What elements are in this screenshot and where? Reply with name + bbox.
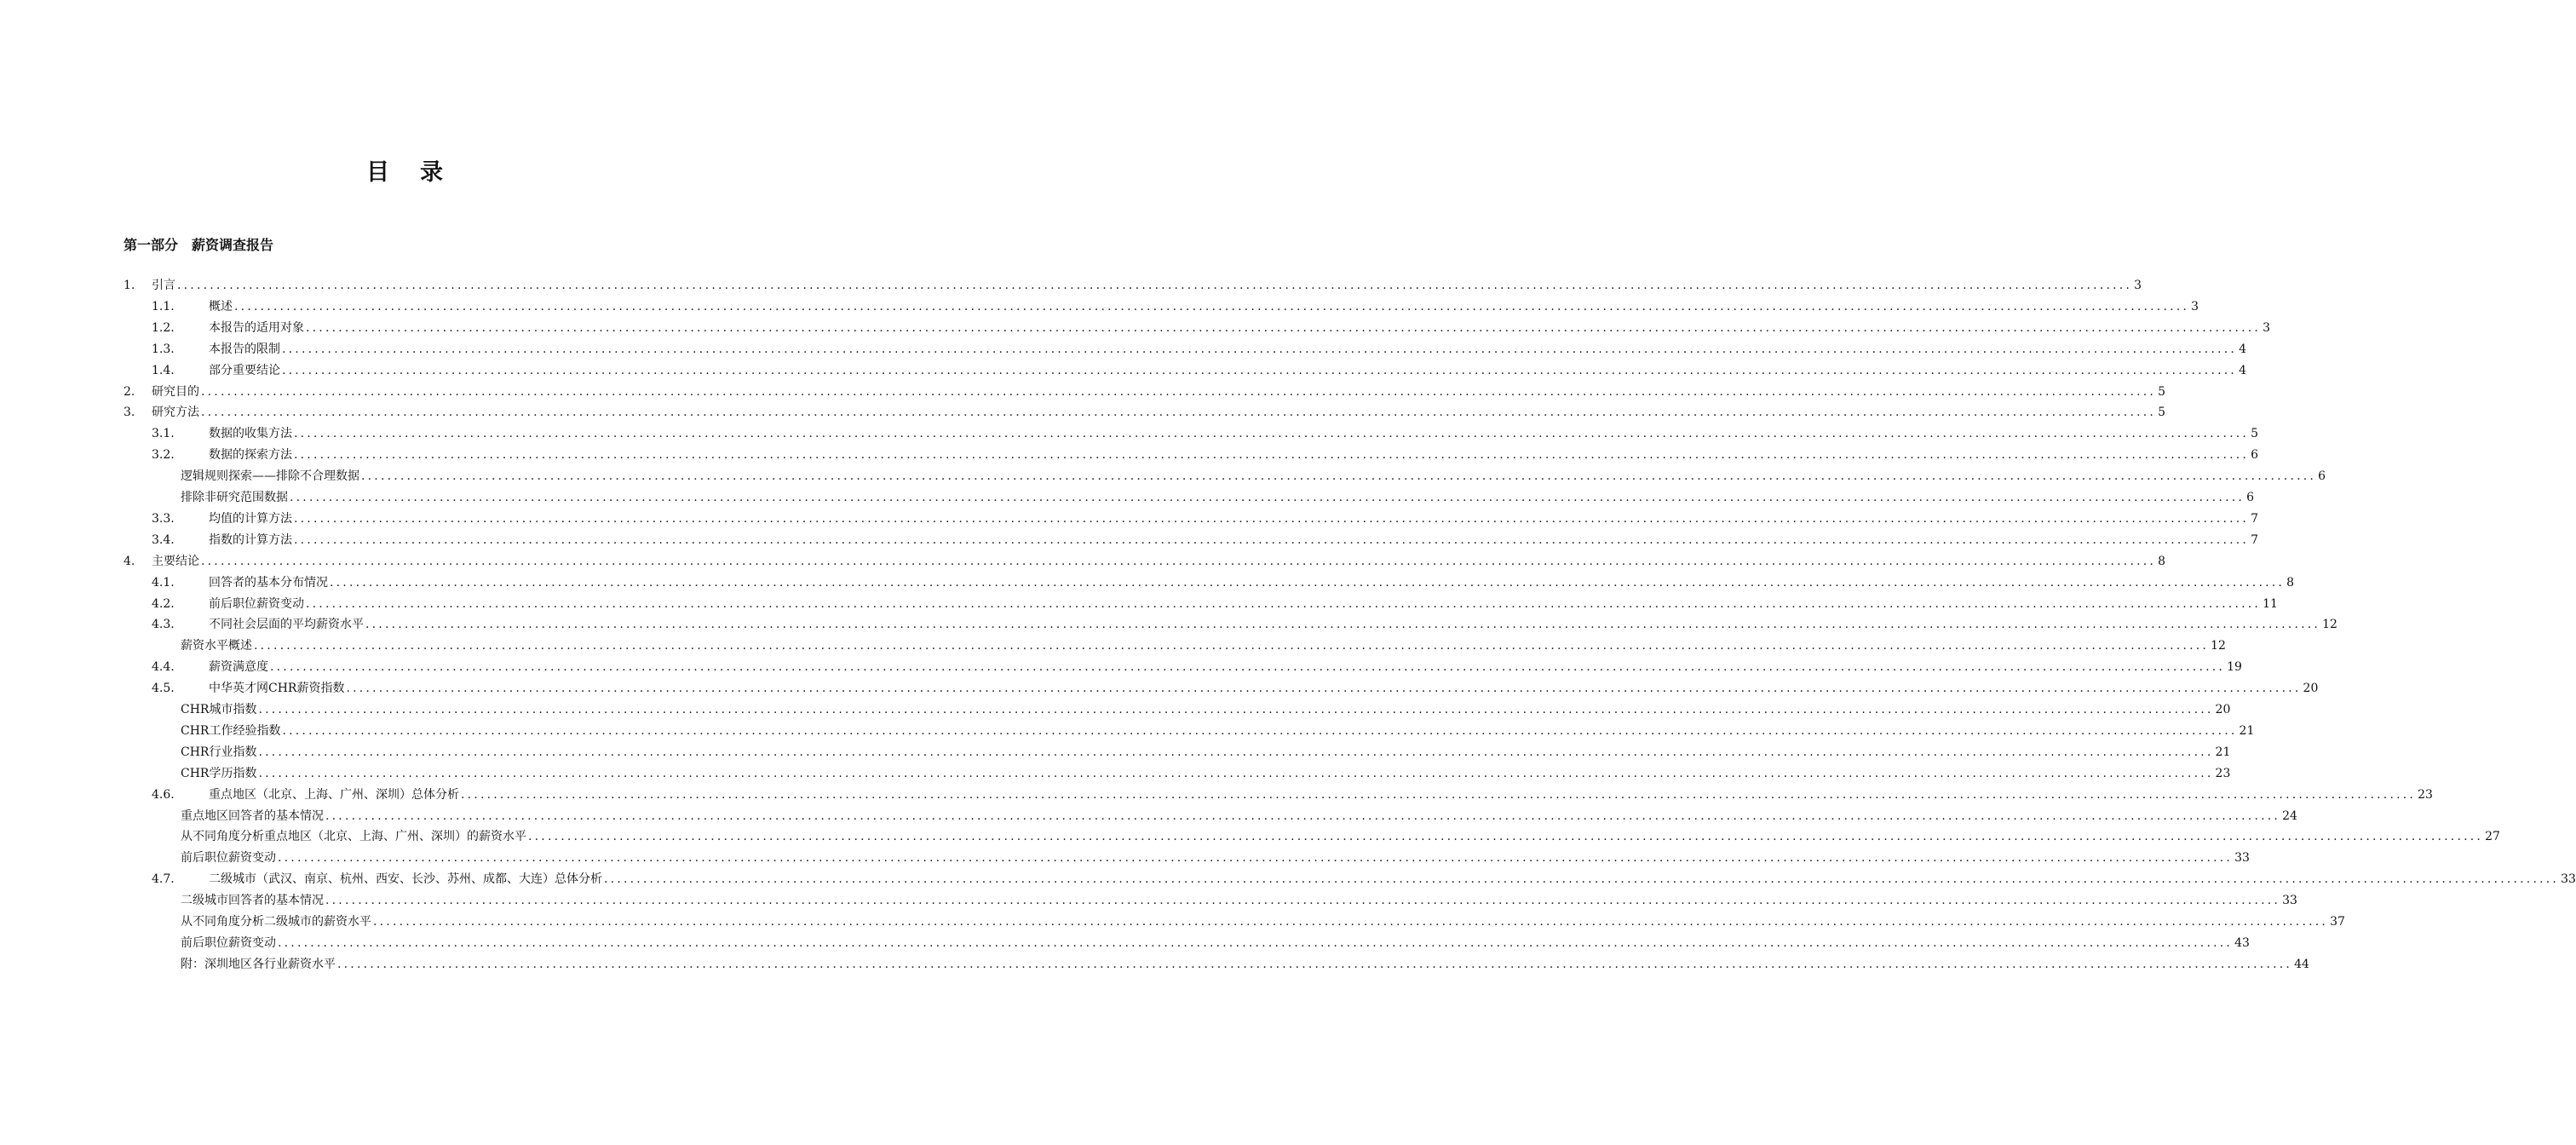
toc-entry-number: 4.5. <box>152 682 175 695</box>
toc-entry[interactable] <box>0 531 2258 549</box>
toc-entry-text: 重点地区（北京、上海、广州、深圳）总体分析 <box>209 788 459 802</box>
toc-entry-text: 附：深圳地区各行业薪资水平 <box>181 958 336 971</box>
toc-entry[interactable] <box>0 383 2165 401</box>
toc-entry-page: 5 <box>2251 427 2258 440</box>
toc-leader-dots: ............................................................................................................................................................................................................................................................................................................ <box>282 364 2238 377</box>
toc-entry-text: 前后职位薪资变动 <box>181 936 276 950</box>
toc-entry-text: 回答者的基本分布情况 <box>209 576 328 590</box>
toc-entry-page: 5 <box>2158 406 2165 419</box>
toc-entry-number: 3.1. <box>152 427 175 440</box>
toc-leader-dots: ............................................................................................................................................................................................................................................................................................................ <box>325 894 2281 907</box>
toc-entry-page: 6 <box>2246 491 2254 504</box>
toc-entry-page: 24 <box>2282 809 2297 823</box>
toc-leader-dots: ............................................................................................................................................................................................................................................................................................................ <box>373 915 2329 929</box>
toc-leader-dots: ............................................................................................................................................................................................................................................................................................................ <box>337 958 2293 971</box>
toc-entry-page: 20 <box>2303 682 2319 695</box>
part-heading <box>124 234 273 254</box>
toc-entry[interactable] <box>0 488 2254 507</box>
toc-leader-dots: ............................................................................................................................................................................................................................................................................................................ <box>258 745 2214 759</box>
toc-entry-page: 44 <box>2294 958 2309 971</box>
toc-entry-page: 8 <box>2286 576 2294 590</box>
toc-entry-text: 从不同角度分析二级城市的薪资水平 <box>181 915 371 929</box>
toc-entry-text: 从不同角度分析重点地区（北京、上海、广州、深圳）的薪资水平 <box>181 830 526 843</box>
toc-entry-text: 研究目的 <box>152 385 199 399</box>
toc-entry-text: 薪资满意度 <box>209 660 268 674</box>
toc-entry-page: 7 <box>2251 512 2258 526</box>
toc-leader-dots: ............................................................................................................................................................................................................................................................................................................ <box>294 512 2250 526</box>
toc-entry-page: 21 <box>2239 724 2255 738</box>
toc-entry-number: 3.4. <box>152 533 175 547</box>
toc-leader-dots: ............................................................................................................................................................................................................................................................................................................ <box>201 385 2157 399</box>
toc-entry-text: 本报告的限制 <box>209 342 280 356</box>
toc-entry-number: 4.7. <box>152 872 175 886</box>
toc-entry-text: 主要结论 <box>152 555 199 568</box>
toc-entry-page: 6 <box>2251 448 2258 462</box>
toc-leader-dots: ............................................................................................................................................................................................................................................................................................................ <box>201 406 2157 419</box>
toc-entry-text: 排除非研究范围数据 <box>181 491 288 504</box>
toc-leader-dots: ............................................................................................................................................................................................................................................................................................................ <box>270 660 2226 674</box>
toc-entry-number: 2. <box>124 385 135 399</box>
toc-entry[interactable] <box>0 807 2297 826</box>
toc-leader-dots: ............................................................................................................................................................................................................................................................................................................ <box>294 533 2250 547</box>
toc-title-char-1: 目 <box>366 159 389 186</box>
toc-leader-dots: ............................................................................................................................................................................................................................................................................................................ <box>365 618 2321 631</box>
toc-entry[interactable] <box>0 955 2309 974</box>
toc-entry-page: 3 <box>2134 279 2142 292</box>
toc-entry[interactable] <box>0 446 2258 464</box>
toc-entry[interactable] <box>0 870 2576 889</box>
toc-entry-number: 4.1. <box>152 576 175 590</box>
toc-entry[interactable] <box>0 743 2231 762</box>
toc-entry[interactable] <box>0 615 2337 634</box>
toc-entry-page: 20 <box>2215 703 2231 716</box>
toc-entry-text: 数据的收集方法 <box>209 427 292 440</box>
toc-entry[interactable] <box>0 827 2500 846</box>
toc-entry-text: CHR工作经验指数 <box>181 724 281 738</box>
toc-entry[interactable] <box>0 467 2326 486</box>
toc-entry-page: 4 <box>2239 342 2246 356</box>
toc-entry-number: 3.2. <box>152 448 175 462</box>
toc-entry-text: CHR城市指数 <box>181 703 257 716</box>
toc-entry-number: 4.4. <box>152 660 175 674</box>
toc-entry-page: 33 <box>2561 872 2576 886</box>
toc-entry-text: 重点地区回答者的基本情况 <box>181 809 324 823</box>
toc-leader-dots: ............................................................................................................................................................................................................................................................................................................ <box>528 830 2484 843</box>
toc-entry[interactable] <box>0 700 2231 719</box>
toc-entry-page: 21 <box>2215 745 2231 759</box>
toc-entry-page: 7 <box>2251 533 2258 547</box>
toc-entry[interactable] <box>0 849 2250 867</box>
toc-entry[interactable] <box>0 764 2231 783</box>
toc-leader-dots: ............................................................................................................................................................................................................................................................................................................ <box>234 300 2190 314</box>
toc-entry-page: 33 <box>2234 851 2250 865</box>
toc-entry-number: 1.3. <box>152 342 175 356</box>
toc-leader-dots: ............................................................................................................................................................................................................................................................................................................ <box>346 682 2302 695</box>
toc-entry[interactable] <box>0 785 2433 804</box>
toc-entry[interactable] <box>0 361 2246 380</box>
toc-entry-page: 3 <box>2263 321 2270 335</box>
toc-entry-number: 1. <box>124 279 135 292</box>
toc-entry-page: 33 <box>2282 894 2297 907</box>
toc-entry[interactable] <box>0 595 2278 613</box>
toc-leader-dots: ............................................................................................................................................................................................................................................................................................................ <box>306 597 2262 611</box>
toc-entry[interactable] <box>0 912 2345 931</box>
toc-entry-text: 前后职位薪资变动 <box>209 597 304 611</box>
toc-entry-text: 中华英才网CHR薪资指数 <box>209 682 345 695</box>
toc-entry-text: 前后职位薪资变动 <box>181 851 276 865</box>
toc-leader-dots: ............................................................................................................................................................................................................................................................................................................ <box>254 639 2210 653</box>
toc-entry-number: 4.2. <box>152 597 175 611</box>
toc-entry[interactable] <box>0 297 2199 316</box>
toc-entry[interactable] <box>0 636 2226 655</box>
toc-entry-text: CHR行业指数 <box>181 745 257 759</box>
toc-title-char-2: 录 <box>420 159 443 186</box>
toc-leader-dots: ............................................................................................................................................................................................................................................................................................................ <box>278 936 2234 950</box>
toc-entry-text: 本报告的适用对象 <box>209 321 304 335</box>
toc-entry-page: 23 <box>2418 788 2433 802</box>
toc-entry-page: 43 <box>2234 936 2250 950</box>
part-name: 薪资调查报告 <box>192 237 274 253</box>
toc-leader-dots: ............................................................................................................................................................................................................................................................................................................ <box>258 703 2214 716</box>
toc-entry-page: 11 <box>2263 597 2278 611</box>
toc-entry[interactable] <box>0 509 2258 528</box>
toc-entry-page: 27 <box>2485 830 2500 843</box>
toc-entry-text: 薪资水平概述 <box>181 639 252 653</box>
toc-entry[interactable] <box>0 276 2142 295</box>
toc-entry-text: 部分重要结论 <box>209 364 280 377</box>
toc-leader-dots: ............................................................................................................................................................................................................................................................................................................ <box>201 555 2157 568</box>
toc-entry-page: 8 <box>2158 555 2165 568</box>
toc-entry-number: 1.2. <box>152 321 175 335</box>
toc-entry[interactable] <box>0 658 2242 676</box>
toc-entry-text: 概述 <box>209 300 233 314</box>
toc-entry[interactable] <box>0 340 2246 359</box>
toc-entry[interactable] <box>0 722 2255 740</box>
toc-entry-number: 1.4. <box>152 364 175 377</box>
toc-entry[interactable] <box>0 319 2270 337</box>
toc-entry-number: 4. <box>124 555 135 568</box>
toc-entry-page: 12 <box>2322 618 2337 631</box>
toc-entry-text: 均值的计算方法 <box>209 512 292 526</box>
toc-leader-dots: ............................................................................................................................................................................................................................................................................................................ <box>258 767 2214 780</box>
toc-leader-dots: ............................................................................................................................................................................................................................................................................................................ <box>325 809 2281 823</box>
toc-entry-page: 5 <box>2158 385 2165 399</box>
toc-leader-dots: ............................................................................................................................................................................................................................................................................................................ <box>604 872 2560 886</box>
toc-entry-text: 数据的探索方法 <box>209 448 292 462</box>
toc-entry[interactable] <box>0 424 2258 443</box>
toc-entry-number: 3.3. <box>152 512 175 526</box>
toc-leader-dots: ............................................................................................................................................................................................................................................................................................................ <box>278 851 2234 865</box>
toc-entry[interactable] <box>0 679 2319 698</box>
toc-leader-dots: ............................................................................................................................................................................................................................................................................................................ <box>330 576 2286 590</box>
toc-entry-page: 23 <box>2215 767 2231 780</box>
toc-entry[interactable] <box>0 573 2294 592</box>
toc-leader-dots: ............................................................................................................................................................................................................................................................................................................ <box>290 491 2245 504</box>
toc-entry-text: 研究方法 <box>152 406 199 419</box>
toc-entry-page: 19 <box>2227 660 2242 674</box>
toc-entry-text: 二级城市回答者的基本情况 <box>181 894 324 907</box>
toc-entry-number: 4.6. <box>152 788 175 802</box>
toc-leader-dots: ............................................................................................................................................................................................................................................................................................................ <box>177 279 2133 292</box>
toc-entry-text: 指数的计算方法 <box>209 533 292 547</box>
toc-leader-dots: ............................................................................................................................................................................................................................................................................................................ <box>361 469 2317 483</box>
toc-entry-number: 1.1. <box>152 300 175 314</box>
toc-leader-dots: ............................................................................................................................................................................................................................................................................................................ <box>461 788 2417 802</box>
toc-entry[interactable] <box>0 403 2165 422</box>
toc-entry-page: 37 <box>2330 915 2345 929</box>
toc-leader-dots: ............................................................................................................................................................................................................................................................................................................ <box>282 342 2238 356</box>
toc-entry[interactable] <box>0 891 2297 910</box>
toc-entry-page: 4 <box>2239 364 2246 377</box>
toc-leader-dots: ............................................................................................................................................................................................................................................................................................................ <box>306 321 2262 335</box>
toc-leader-dots: ............................................................................................................................................................................................................................................................................................................ <box>294 427 2250 440</box>
toc-entry-text: 二级城市（武汉、南京、杭州、西安、长沙、苏州、成都、大连）总体分析 <box>209 872 602 886</box>
toc-entry-text: 引言 <box>152 279 175 292</box>
toc-entry-page: 3 <box>2191 300 2199 314</box>
toc-entry[interactable] <box>0 552 2165 571</box>
part-number: 第一部分 <box>124 237 179 253</box>
toc-entry-number: 3. <box>124 406 135 419</box>
toc-entry-number: 4.3. <box>152 618 175 631</box>
toc-title <box>0 153 809 187</box>
toc-entry[interactable] <box>0 934 2250 952</box>
toc-entry-text: 不同社会层面的平均薪资水平 <box>209 618 364 631</box>
toc-entry-text: CHR学历指数 <box>181 767 257 780</box>
toc-entry-text: 逻辑规则探索——排除不合理数据 <box>181 469 359 483</box>
toc-leader-dots: ............................................................................................................................................................................................................................................................................................................ <box>294 448 2250 462</box>
toc-entry-page: 12 <box>2211 639 2226 653</box>
toc-leader-dots: ............................................................................................................................................................................................................................................................................................................ <box>282 724 2238 738</box>
toc-entry-page: 6 <box>2318 469 2326 483</box>
